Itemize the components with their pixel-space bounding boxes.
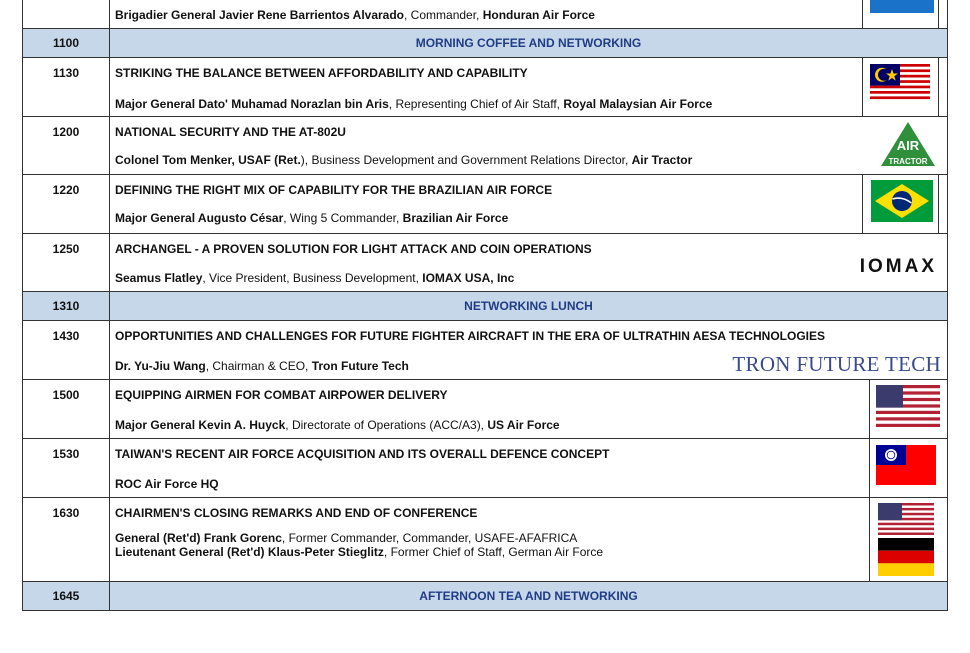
session-row-taiwan: [22, 439, 948, 498]
session-time: 1430: [52, 329, 80, 343]
speaker-role: ), Business Development and Government Relations Director,: [300, 153, 632, 167]
session-time: 1645: [52, 589, 80, 603]
session-time: 1310: [52, 299, 80, 313]
speaker-org: Honduran Air Force: [482, 8, 595, 22]
brazil-flag-icon: [871, 180, 933, 222]
speaker-org: IOMAX USA, Inc: [422, 271, 515, 285]
speaker-line: [115, 211, 508, 225]
speaker-name: Major General Kevin A. Huyck: [115, 418, 286, 432]
speaker-role: , Representing Chief of Air Staff,: [388, 97, 564, 111]
column-divider: [109, 0, 110, 28]
logo-text-tractor: TRACTOR: [888, 157, 928, 166]
speaker-org: Air Tractor: [631, 153, 693, 167]
speaker-role: , Chairman & CEO,: [205, 359, 312, 373]
break-label: AFTERNOON TEA AND NETWORKING: [419, 589, 638, 603]
speaker-name: Dr. Yu-Jiu Wang: [115, 359, 206, 373]
speaker-line: [115, 477, 219, 491]
speaker-line: [115, 97, 712, 111]
germany-flag-icon: [878, 538, 934, 576]
logo-cell: [862, 58, 939, 116]
speaker-org: Brazilian Air Force: [402, 211, 509, 225]
usa-flag-icon: [876, 385, 940, 427]
logo-cell: [862, 0, 939, 28]
logo-cell: [869, 498, 947, 581]
session-title: CHAIRMEN'S CLOSING REMARKS AND END OF CONFERENCE: [115, 506, 478, 520]
speaker-role: , Vice President, Business Development,: [202, 271, 423, 285]
taiwan-flag-icon: [876, 445, 936, 485]
session-title: STRIKING THE BALANCE BETWEEN AFFORDABILITY AND CAPABILITY: [115, 66, 528, 80]
session-row-iomax: [22, 234, 948, 292]
speaker-line: [115, 545, 603, 559]
speaker-name: Brigadier General Javier Rene Barrientos Alvarado: [115, 8, 405, 22]
session-time: 1130: [52, 66, 80, 80]
session-title: ARCHANGEL - A PROVEN SOLUTION FOR LIGHT ATTACK AND COIN OPERATIONS: [115, 242, 592, 256]
speaker-name: Major General Augusto César: [115, 211, 284, 225]
session-row-closing: [22, 498, 948, 582]
session-time: 1530: [52, 447, 80, 461]
break-row-afternoon-tea: [22, 582, 948, 611]
session-row-malaysia: [22, 58, 948, 117]
break-label: NETWORKING LUNCH: [464, 299, 593, 313]
session-row-brazil: [22, 175, 948, 234]
session-row-usaf: [22, 380, 948, 439]
speaker-line: [115, 359, 409, 373]
session-time: 1100: [52, 36, 80, 50]
usa-flag-icon: [878, 503, 934, 535]
speaker-name: Seamus Flatley: [115, 271, 203, 285]
session-time: 1200: [52, 125, 80, 139]
session-title: OPPORTUNITIES AND CHALLENGES FOR FUTURE FIGHTER AIRCRAFT IN THE ERA OF ULTRATHIN AESA TECHNOLOGIES: [115, 329, 825, 343]
column-divider: [109, 439, 110, 497]
speaker-name: General (Ret'd) Frank Gorenc: [115, 531, 282, 545]
session-title: NATIONAL SECURITY AND THE AT-802U: [115, 125, 346, 139]
speaker-name: Colonel Tom Menker, USAF (Ret.: [115, 153, 301, 167]
speaker-name: Lieutenant General (Ret'd) Klaus-Peter Stieglitz: [115, 545, 384, 559]
agenda-table: [22, 0, 948, 611]
break-label: MORNING COFFEE AND NETWORKING: [415, 36, 642, 50]
speaker-org: ROC Air Force HQ: [115, 477, 219, 491]
column-divider: [109, 117, 110, 174]
speaker-line: [115, 153, 692, 167]
speaker-line: [115, 8, 595, 22]
session-title: DEFINING THE RIGHT MIX OF CAPABILITY FOR THE BRAZILIAN AIR FORCE: [115, 183, 553, 197]
speaker-role: , Former Commander, Commander, USAFE-AFAFRICA: [281, 531, 578, 545]
iomax-logo: IOMAX: [859, 256, 937, 277]
session-row-honduras: [22, 0, 948, 29]
column-divider: [109, 58, 110, 116]
session-time: 1250: [52, 242, 80, 256]
malaysia-flag-icon: [870, 64, 930, 102]
logo-text-air: AIR: [896, 138, 920, 153]
logo-cell: [862, 175, 939, 233]
logo-cell: [869, 439, 947, 497]
speaker-role: , Former Chief of Staff, German Air Force: [383, 545, 604, 559]
session-title: TAIWAN'S RECENT AIR FORCE ACQUISITION AND ITS OVERALL DEFENCE CONCEPT: [115, 447, 610, 461]
speaker-role: , Commander,: [404, 8, 483, 22]
air-tractor-logo-icon: [879, 120, 937, 168]
speaker-org: Royal Malaysian Air Force: [563, 97, 713, 111]
speaker-org: US Air Force: [487, 418, 560, 432]
session-row-tron: [22, 321, 948, 380]
session-row-air-tractor: [22, 117, 948, 175]
column-divider: [109, 321, 110, 379]
speaker-role: , Directorate of Operations (ACC/A3),: [285, 418, 488, 432]
break-row-networking-lunch: [22, 292, 948, 321]
logo-cell: [869, 380, 947, 438]
break-row-morning-coffee: [22, 29, 948, 58]
speaker-line: [115, 418, 560, 432]
honduras-flag-icon: [870, 0, 934, 13]
column-divider: [109, 234, 110, 291]
tron-future-tech-logo: TRON FUTURE TECH: [732, 352, 941, 376]
speaker-role: , Wing 5 Commander,: [283, 211, 403, 225]
speaker-line: [115, 531, 577, 545]
column-divider: [109, 380, 110, 438]
column-divider: [109, 498, 110, 581]
session-time: 1500: [52, 388, 80, 402]
session-time: 1220: [52, 183, 80, 197]
session-title: EQUIPPING AIRMEN FOR COMBAT AIRPOWER DELIVERY: [115, 388, 448, 402]
speaker-org: Tron Future Tech: [311, 359, 409, 373]
speaker-line: [115, 271, 514, 285]
column-divider: [109, 175, 110, 233]
speaker-name: Major General Dato' Muhamad Norazlan bin Aris: [115, 97, 389, 111]
session-time: 1630: [52, 506, 80, 520]
